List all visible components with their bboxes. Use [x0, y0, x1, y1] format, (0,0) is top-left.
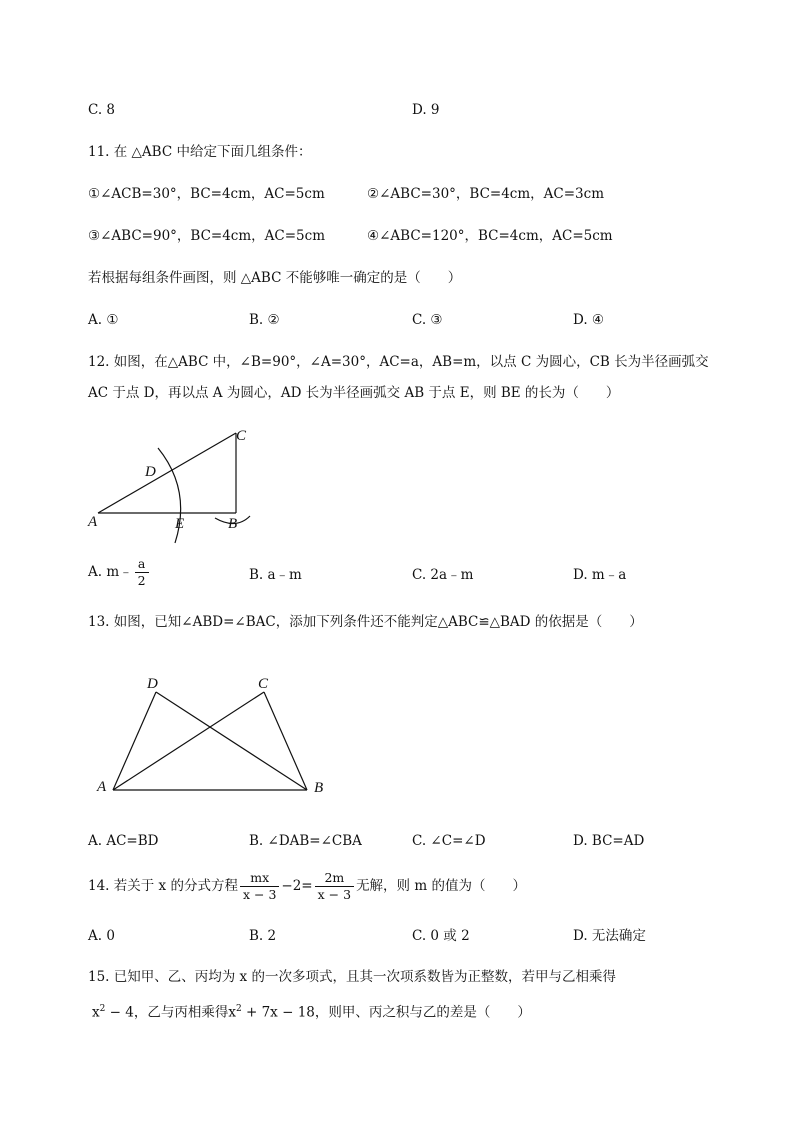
q11-condition-1: ①∠ACB=30°，BC=4cm，AC=5cm — [88, 186, 325, 202]
q12-label-c: C — [236, 428, 247, 444]
q11-condition-4: ④∠ABC=120°，BC=4cm，AC=5cm — [367, 228, 613, 244]
q12-option-a-denominator: 2 — [137, 573, 146, 588]
q14-stem — [88, 868, 526, 904]
q11-option-c: C. ③ — [412, 312, 443, 328]
q13-segment-ad — [113, 692, 156, 790]
q11-stem: 11. 在 △ABC 中给定下面几组条件： — [88, 144, 312, 160]
q14-prefix: 14. 若关于 x 的分式方程 — [88, 878, 238, 894]
q14-fraction-2 — [315, 870, 354, 903]
q15-stem-line2 — [92, 999, 531, 1023]
q12-label-a: A — [88, 514, 98, 530]
q13-label-d: D — [147, 676, 158, 692]
q14-fraction-2-numerator: 2m — [315, 870, 354, 887]
q11-option-d: D. ④ — [573, 312, 605, 328]
q14-fraction-2-denominator: x − 3 — [317, 887, 352, 902]
q11-condition-3: ③∠ABC=90°，BC=4cm，AC=5cm — [88, 228, 326, 244]
q12-option-d: D. m﹣a — [573, 567, 627, 583]
q15-part-c: + 7x − 18，则甲、丙之积与乙的差是（ ） — [241, 1004, 531, 1021]
q12-stem-line1: 12. 如图，在△ABC 中，∠B=90°，∠A=30°，AC=a，AB=m，以点 C 为圆心，CB 长为半径画弧交 — [88, 354, 709, 370]
q12-label-b: B — [228, 516, 238, 532]
q13-label-a: A — [97, 779, 107, 795]
q14-fraction-1 — [240, 870, 279, 903]
q11-option-a: A. ① — [88, 312, 119, 328]
q12-label-e: E — [175, 516, 185, 532]
q14-fraction-1-numerator: mx — [240, 870, 279, 887]
q14-fraction-1-denominator: x − 3 — [242, 887, 277, 902]
q15-exponent-1: 2 — [99, 1004, 106, 1014]
q12-option-a-prefix: A. m﹣ — [88, 564, 133, 580]
q13-stem: 13. 如图，已知∠ABD=∠BAC，添加下列条件还不能判定△ABC≌△BAD 的依据是（ ） — [88, 614, 643, 630]
q13-segment-bd — [156, 692, 307, 790]
q13-option-c: C. ∠C=∠D — [412, 833, 486, 849]
q13-option-b: B. ∠DAB=∠CBA — [249, 833, 362, 849]
q14-suffix: 无解，则 m 的值为（ ） — [356, 878, 526, 894]
q15-exponent-2: 2 — [235, 1004, 242, 1014]
q14-option-a: A. 0 — [88, 928, 115, 944]
q12-option-a-numerator: a — [135, 556, 149, 573]
q13-segment-bc — [264, 692, 307, 790]
q13-option-a: A. AC=BD — [88, 833, 159, 849]
q14-option-b: B. 2 — [249, 928, 277, 944]
q14-option-c: C. 0 或 2 — [412, 928, 470, 944]
q12-option-c: C. 2a﹣m — [412, 567, 474, 583]
q13-segment-ac — [113, 692, 264, 790]
q14-option-d: D. 无法确定 — [573, 928, 646, 944]
q10-option-d: D. 9 — [412, 102, 440, 118]
q15-part-b: − 4，乙与丙相乘得x — [105, 1004, 236, 1021]
q11-condition-2: ②∠ABC=30°，BC=4cm，AC=3cm — [367, 186, 605, 202]
q13-label-b: B — [314, 780, 324, 796]
q10-option-c: C. 8 — [88, 102, 116, 118]
q13-option-d: D. BC=AD — [573, 833, 645, 849]
q12-stem-line2: AC 于点 D，再以点 A 为圆心，AD 长为半径画弧交 AB 于点 E，则 BE 的长为（ ） — [88, 385, 620, 401]
q15-stem-line1: 15. 已知甲、乙、丙均为 x 的一次多项式，且其一次项系数皆为正整数，若甲与乙相乘得 — [88, 969, 616, 985]
q14-middle: −2= — [281, 878, 313, 894]
q12-label-d: D — [145, 464, 156, 480]
q11-question: 若根据每组条件画图，则 △ABC 不能够唯一确定的是（ ） — [88, 270, 462, 286]
q13-label-c: C — [258, 676, 269, 692]
q12-option-b: B. a﹣m — [249, 567, 302, 583]
q11-option-b: B. ② — [249, 312, 280, 328]
q15-x-term: x — [92, 1004, 100, 1021]
